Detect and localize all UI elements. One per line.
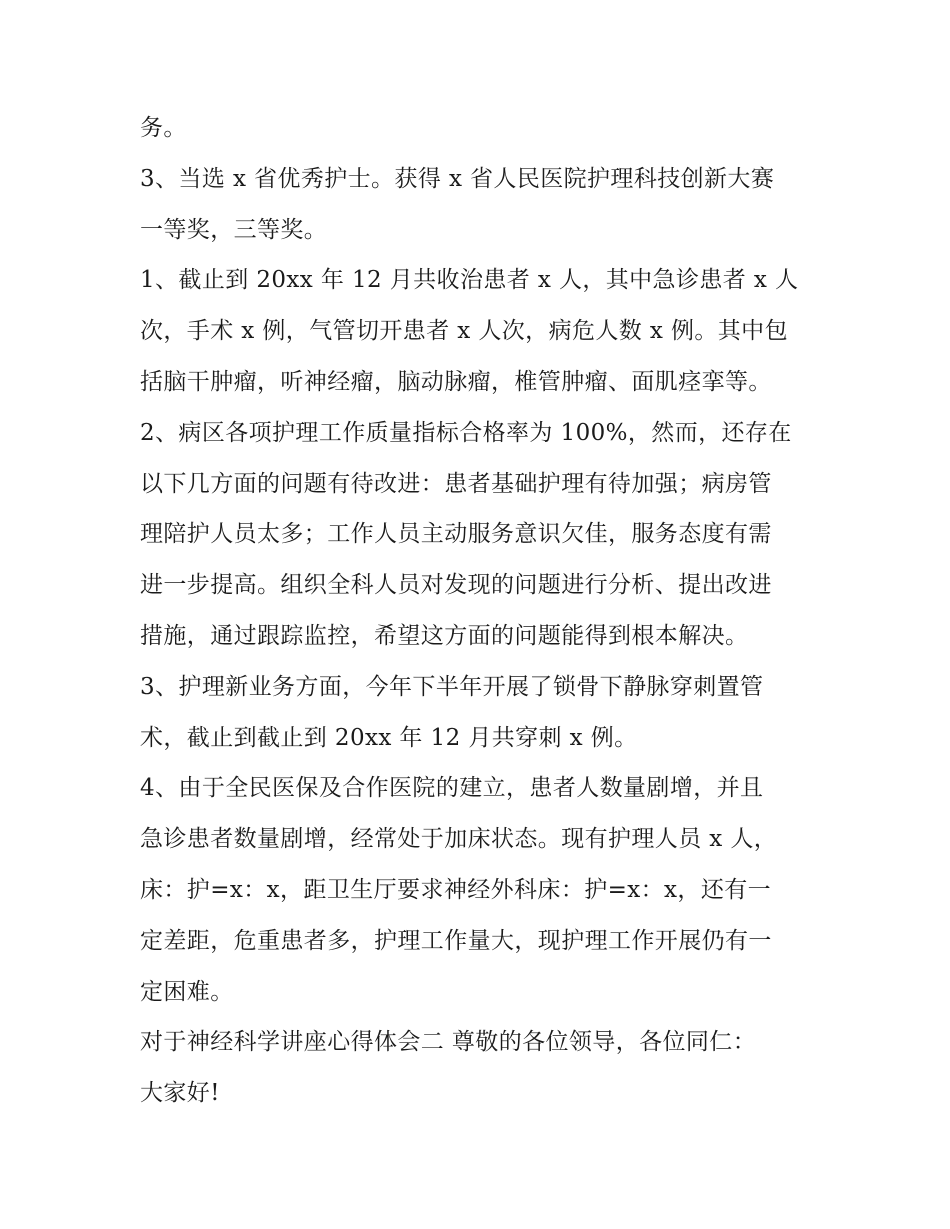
text-line: 务。 bbox=[140, 115, 187, 141]
text-line: 对于神经科学讲座心得体会二 尊敬的各位领导，各位同仁： bbox=[140, 1029, 757, 1056]
text-line: 急诊患者数量剧增，经常处于加床状态。现有护理人员 x 人， bbox=[140, 826, 778, 853]
text-line: 4、由于全民医保及合作医院的建立，患者人数量剧增，并且 bbox=[140, 775, 764, 802]
text-line: 定困难。 bbox=[140, 978, 234, 1005]
text-line: 措施，通过跟踪监控，希望这方面的问题能得到根本解决。 bbox=[140, 622, 749, 649]
text-line: 3、当选 x 省优秀护士。获得 x 省人民医院护理科技创新大赛 bbox=[140, 165, 775, 192]
text-line: 术，截止到截止到 20xx 年 12 月共穿刺 x 例。 bbox=[140, 724, 638, 751]
text-line: 括脑干肿瘤，听神经瘤，脑动脉瘤，椎管肿瘤、面肌痉挛等。 bbox=[140, 368, 772, 395]
text-line: 2、病区各项护理工作质量指标合格率为 100%，然而，还存在 bbox=[140, 419, 792, 446]
text-line: 3、护理新业务方面，今年下半年开展了锁骨下静脉穿刺置管 bbox=[140, 673, 764, 700]
text-line: 进一步提高。组织全科人员对发现的问题进行分析、提出改进 bbox=[140, 572, 772, 599]
text-line: 床：护=x：x，距卫生厅要求神经外科床：护=x：x，还有一 bbox=[140, 876, 772, 903]
text-line: 理陪护人员太多；工作人员主动服务意识欠佳，服务态度有需 bbox=[140, 521, 772, 548]
text-line: 次，手术 x 例，气管切开患者 x 人次，病危人数 x 例。其中包 bbox=[140, 318, 788, 345]
text-line: 1、截止到 20xx 年 12 月共收治患者 x 人，其中急诊患者 x 人 bbox=[140, 267, 799, 294]
text-line: 大家好! bbox=[140, 1080, 220, 1107]
text-line: 以下几方面的问题有待改进：患者基础护理有待加强；病房管 bbox=[140, 470, 772, 497]
document-body bbox=[140, 103, 812, 1119]
text-line: 一等奖，三等奖。 bbox=[140, 216, 328, 243]
text-line: 定差距，危重患者多，护理工作量大，现护理工作开展仍有一 bbox=[140, 927, 772, 954]
